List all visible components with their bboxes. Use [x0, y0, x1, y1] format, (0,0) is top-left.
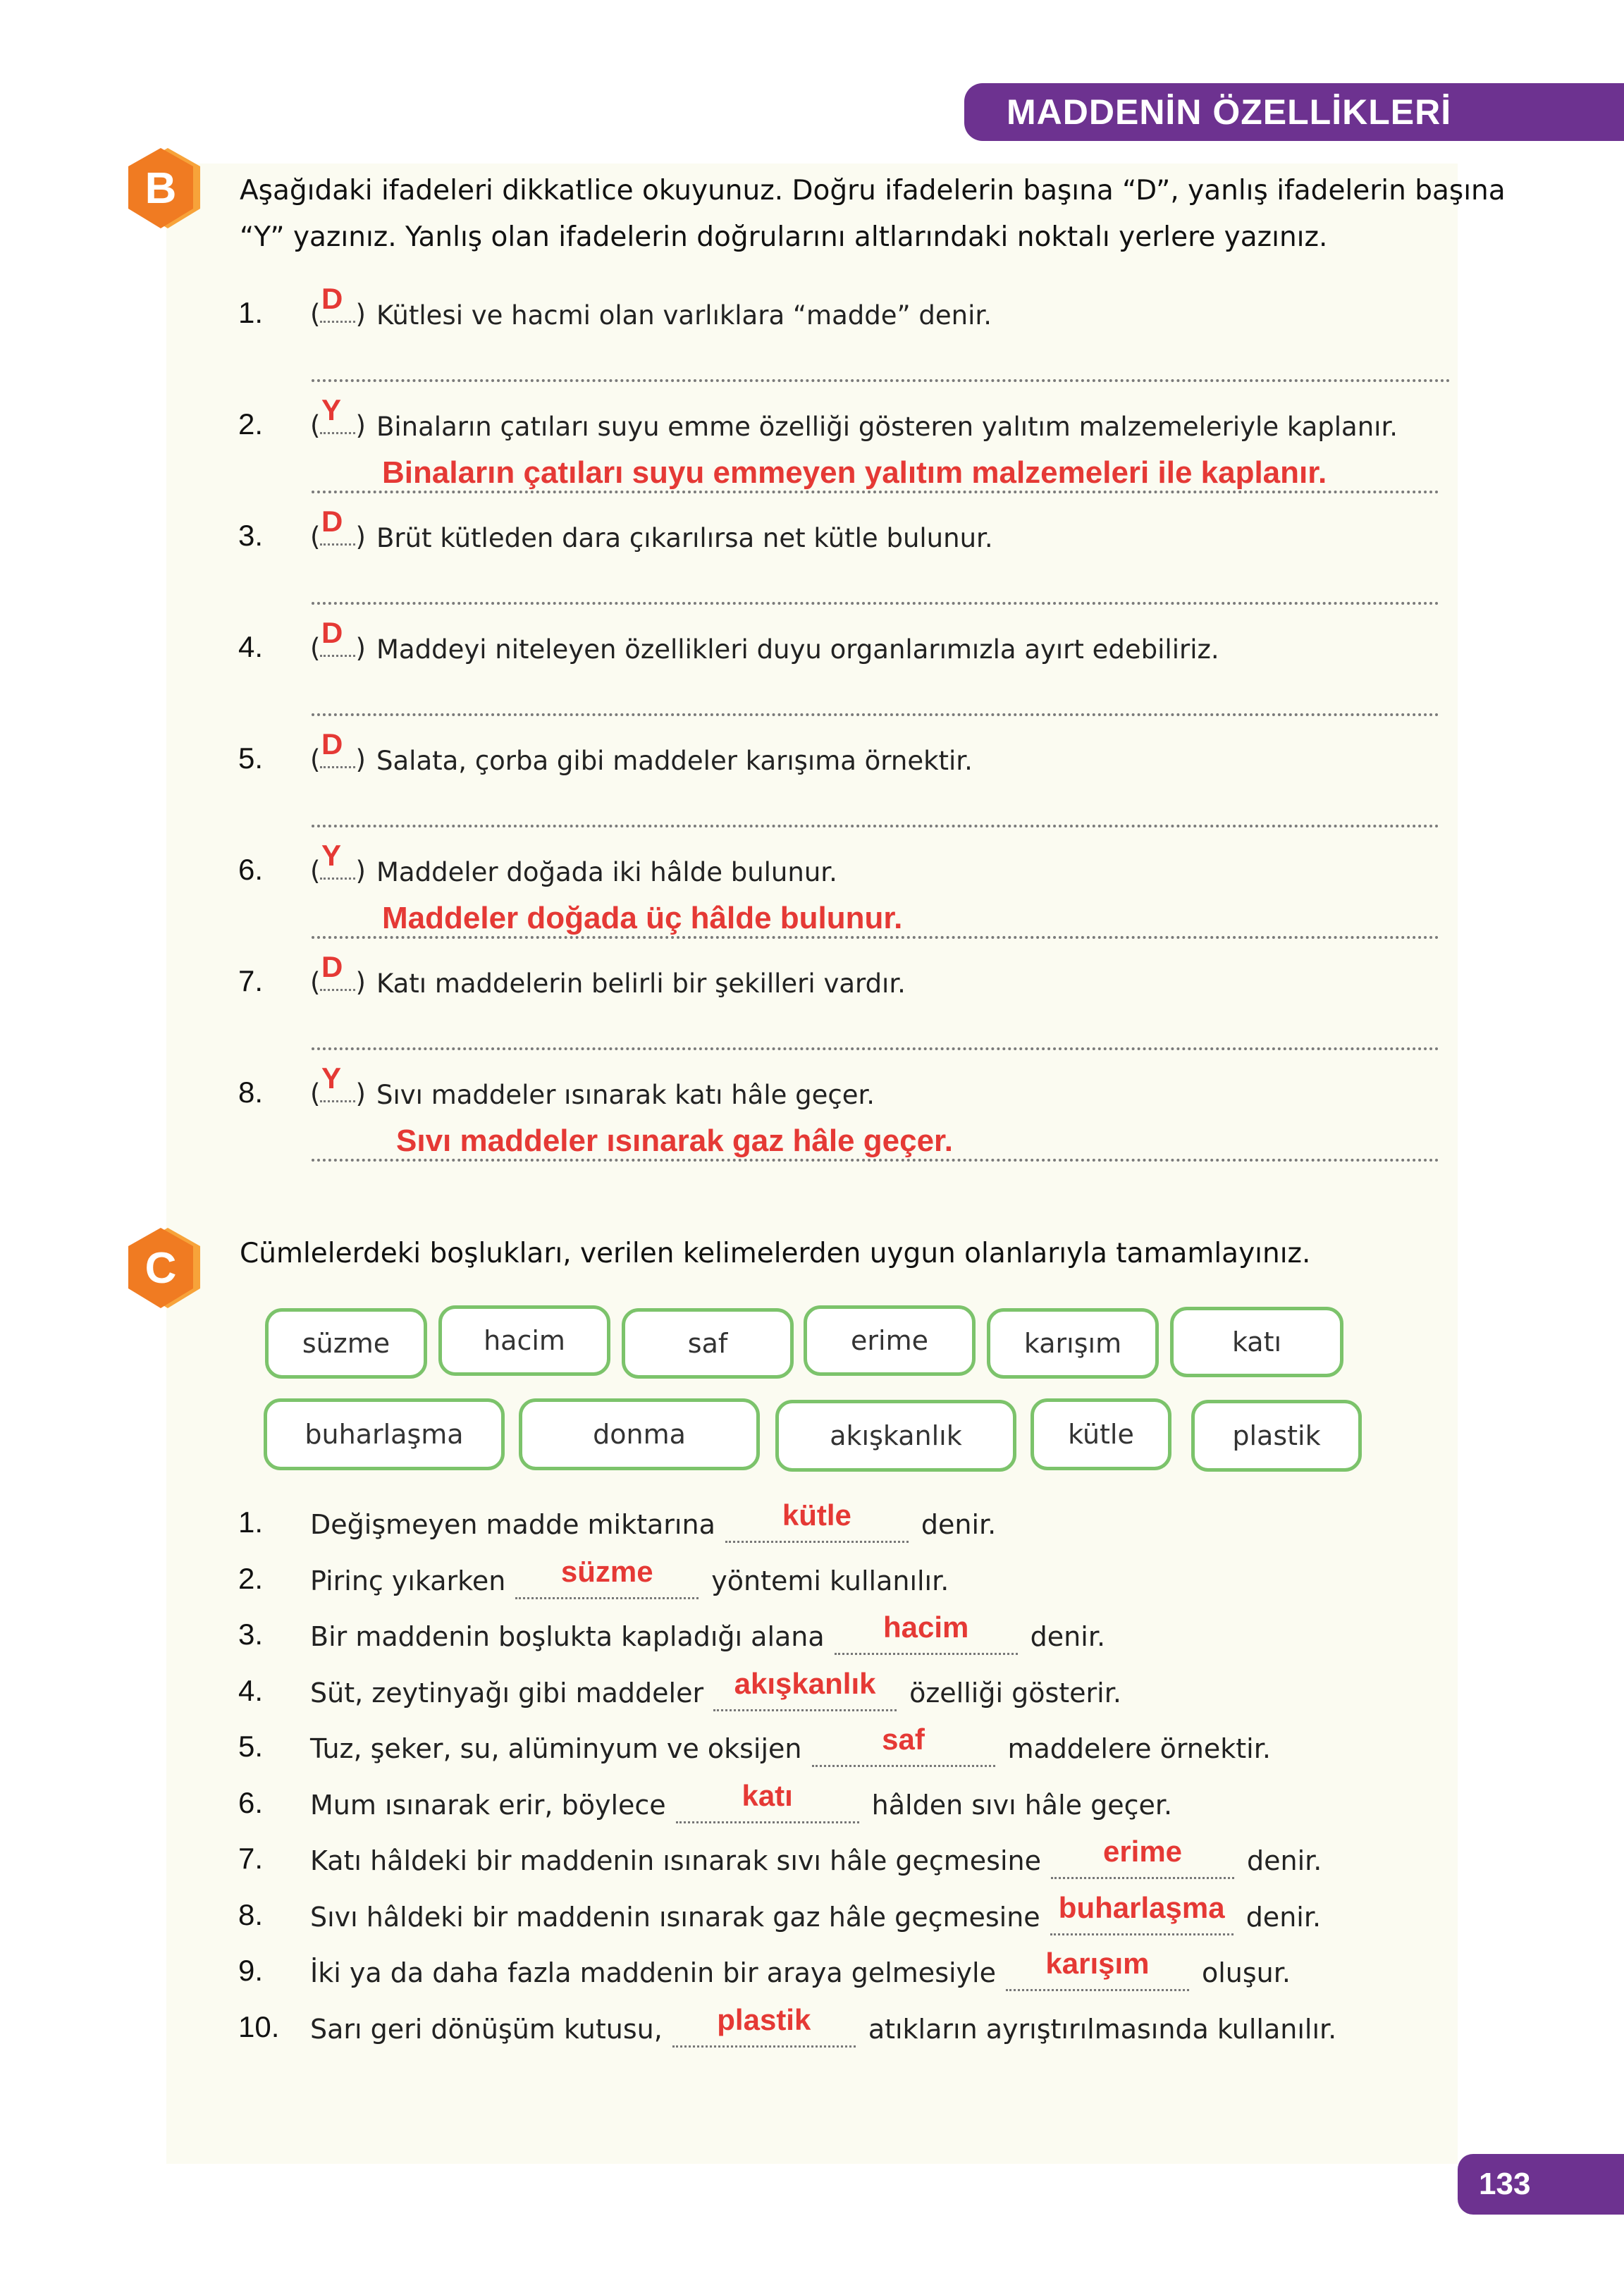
fill-blank[interactable]	[672, 2003, 856, 2048]
fill-after-text: yöntemi kullanılır.	[711, 1565, 949, 1596]
fill-number: 9.	[238, 1954, 264, 1987]
fill-after-text: denir.	[1245, 1902, 1322, 1933]
fill-answer: süzme	[560, 1555, 653, 1588]
instruction-line-2: “Y” yazınız. Yanlış olan ifadelerin doğrularını altlarındaki noktalı yerlere yazınız.	[240, 221, 1328, 253]
statement-text: Maddeyi niteleyen özellikleri duyu organlarımızla ayırt edebiliriz.	[376, 634, 1219, 665]
answer-mark: Y	[321, 1061, 342, 1095]
word-chip[interactable]: katı	[1170, 1307, 1343, 1377]
section-c-hexagon-icon	[124, 1225, 203, 1312]
fill-blank[interactable]	[812, 1723, 995, 1767]
word-chip[interactable]: saf	[622, 1308, 794, 1379]
fill-after-text: özelliği gösterir.	[909, 1678, 1121, 1709]
page-number: 133	[1458, 2154, 1624, 2215]
fill-number: 5.	[238, 1730, 264, 1763]
fill-after-text: denir.	[921, 1509, 997, 1540]
fill-blank[interactable]	[515, 1555, 699, 1599]
correction-text: Sıvı maddeler ısınarak gaz hâle geçer.	[392, 1124, 957, 1159]
word-chip[interactable]: buharlaşma	[264, 1398, 505, 1470]
fill-sentence	[310, 1947, 1291, 1991]
statement-number: 7.	[238, 964, 264, 997]
statement-text: Katı maddelerin belirli bir şekilleri vardır.	[376, 968, 906, 999]
fill-number: 4.	[238, 1674, 264, 1707]
fill-sentence	[310, 1611, 1106, 1655]
fill-after-text: oluşur.	[1201, 1957, 1291, 1988]
word-chip[interactable]: süzme	[265, 1308, 427, 1379]
statement-number: 5.	[238, 741, 264, 775]
answer-slot[interactable]: ( )	[310, 299, 366, 329]
answer-mark: D	[321, 950, 343, 983]
fill-number: 1.	[238, 1506, 264, 1539]
section-b-letter: B	[144, 164, 177, 213]
correction-line[interactable]	[312, 825, 1439, 827]
fill-blank[interactable]	[1050, 1891, 1234, 1935]
fill-before-text: Bir maddenin boşlukta kapladığı alana	[310, 1621, 825, 1652]
fill-blank[interactable]	[1006, 1947, 1189, 1991]
fill-number: 10.	[238, 2010, 280, 2043]
answer-mark: D	[321, 505, 343, 538]
statement-number: 6.	[238, 853, 264, 886]
statement-text: Maddeler doğada iki hâlde bulunur.	[376, 857, 837, 887]
fill-after-text: hâlden sıvı hâle geçer.	[871, 1790, 1173, 1821]
fill-before-text: Sıvı hâldeki bir maddenin ısınarak gaz hâle geçmesine	[310, 1902, 1040, 1933]
fill-before-text: Sarı geri dönüşüm kutusu,	[310, 2014, 663, 2045]
fill-sentence	[310, 1779, 1173, 1823]
fill-answer: akışkanlık	[734, 1667, 876, 1700]
correction-text: Maddeler doğada üç hâlde bulunur.	[378, 901, 906, 936]
fill-before-text: Katı hâldeki bir maddenin ısınarak sıvı hâle geçmesine	[310, 1845, 1042, 1876]
fill-before-text: Süt, zeytinyağı gibi maddeler	[310, 1678, 704, 1709]
fill-number: 6.	[238, 1786, 264, 1819]
statement-number: 3.	[238, 519, 264, 552]
answer-slot[interactable]: ( )	[310, 410, 366, 441]
fill-blank[interactable]	[713, 1667, 897, 1711]
word-chip[interactable]: akışkanlık	[775, 1400, 1016, 1472]
statement-number: 1.	[238, 296, 264, 329]
statement-text: Sıvı maddeler ısınarak katı hâle geçer.	[376, 1080, 875, 1110]
fill-sentence	[310, 2003, 1337, 2048]
fill-number: 8.	[238, 1898, 264, 1931]
fill-sentence	[310, 1498, 997, 1543]
correction-line[interactable]	[312, 491, 1439, 493]
fill-answer: plastik	[717, 2003, 811, 2036]
answer-mark: Y	[321, 839, 342, 872]
statement-number: 8.	[238, 1076, 264, 1109]
answer-slot[interactable]: ( )	[310, 744, 366, 775]
fill-after-text: maddelere örnektir.	[1007, 1733, 1271, 1764]
correction-line[interactable]	[312, 713, 1439, 716]
word-chip[interactable]: hacim	[438, 1305, 610, 1376]
word-chip[interactable]: plastik	[1191, 1400, 1362, 1472]
fill-answer: erime	[1102, 1835, 1183, 1868]
statement-text: Brüt kütleden dara çıkarılırsa net kütle bulunur.	[376, 523, 993, 553]
answer-mark: D	[321, 727, 343, 761]
fill-before-text: Mum ısınarak erir, böylece	[310, 1790, 666, 1821]
answer-mark: Y	[321, 393, 342, 426]
fill-before-text: Tuz, şeker, su, alüminyum ve oksijen	[310, 1733, 802, 1764]
statement-text: Binaların çatıları suyu emme özelliği gösteren yalıtım malzemeleriyle kaplanır.	[376, 412, 1398, 442]
fill-answer: karışım	[1045, 1947, 1150, 1980]
word-chip[interactable]: kütle	[1031, 1398, 1171, 1470]
answer-mark: D	[321, 282, 343, 315]
page-title: MADDENİN ÖZELLİKLERİ	[964, 83, 1624, 141]
fill-before-text: Pirinç yıkarken	[310, 1565, 506, 1596]
fill-blank[interactable]	[725, 1498, 909, 1543]
correction-line[interactable]	[312, 936, 1439, 939]
fill-before-text: İki ya da daha fazla maddenin bir araya gelmesiyle	[310, 1957, 996, 1988]
fill-sentence	[310, 1555, 949, 1599]
answer-slot[interactable]: ( )	[310, 1078, 366, 1109]
correction-text: Binaların çatıları suyu emmeyen yalıtım malzemeleri ile kaplanır.	[378, 455, 1331, 491]
word-chip[interactable]: erime	[804, 1305, 976, 1376]
correction-line[interactable]	[312, 602, 1439, 605]
fill-after-text: denir.	[1030, 1621, 1106, 1652]
section-c-letter: C	[144, 1244, 177, 1293]
fill-number: 3.	[238, 1618, 264, 1651]
statement-text: Kütlesi ve hacmi olan varlıklara “madde” denir.	[376, 300, 992, 331]
fill-sentence	[310, 1835, 1322, 1879]
fill-answer: kütle	[782, 1498, 851, 1532]
word-chip[interactable]: karışım	[987, 1308, 1159, 1379]
fill-blank[interactable]	[676, 1779, 859, 1823]
fill-after-text: atıkların ayrıştırılmasında kullanılır.	[868, 2014, 1337, 2045]
fill-blank[interactable]	[835, 1611, 1018, 1655]
correction-line[interactable]	[312, 379, 1451, 382]
fill-answer: katı	[742, 1779, 793, 1812]
instruction-line-1: Aşağıdaki ifadeleri dikkatlice okuyunuz. Doğru ifadelerin başına “D”, yanlış ifadelerin başına	[240, 175, 1506, 207]
correction-line[interactable]	[312, 1047, 1439, 1050]
fill-number: 7.	[238, 1842, 264, 1875]
fill-number: 2.	[238, 1562, 264, 1595]
fill-sentence	[310, 1723, 1271, 1767]
section-c-instruction: Cümlelerdeki boşlukları, verilen kelimelerden uygun olanlarıyla tamamlayınız.	[240, 1238, 1311, 1269]
section-b-instruction	[240, 168, 1506, 261]
answer-slot[interactable]: ( )	[310, 633, 366, 663]
answer-slot[interactable]: ( )	[310, 522, 366, 552]
fill-before-text: Değişmeyen madde miktarına	[310, 1509, 715, 1540]
fill-answer: saf	[882, 1723, 925, 1756]
statement-text: Salata, çorba gibi maddeler karışıma örnektir.	[376, 746, 973, 776]
answer-mark: D	[321, 616, 343, 649]
fill-answer: buharlaşma	[1058, 1891, 1225, 1924]
fill-sentence	[310, 1667, 1121, 1711]
fill-after-text: denir.	[1247, 1845, 1322, 1876]
statement-number: 4.	[238, 630, 264, 663]
section-b-hexagon-icon	[124, 145, 203, 233]
fill-blank[interactable]	[1051, 1835, 1234, 1879]
answer-slot[interactable]: ( )	[310, 967, 366, 997]
answer-slot[interactable]: ( )	[310, 856, 366, 886]
fill-answer: hacim	[882, 1611, 969, 1644]
word-chip[interactable]: donma	[519, 1398, 760, 1470]
correction-line[interactable]	[312, 1159, 1439, 1162]
statement-number: 2.	[238, 407, 264, 441]
fill-sentence	[310, 1891, 1322, 1935]
